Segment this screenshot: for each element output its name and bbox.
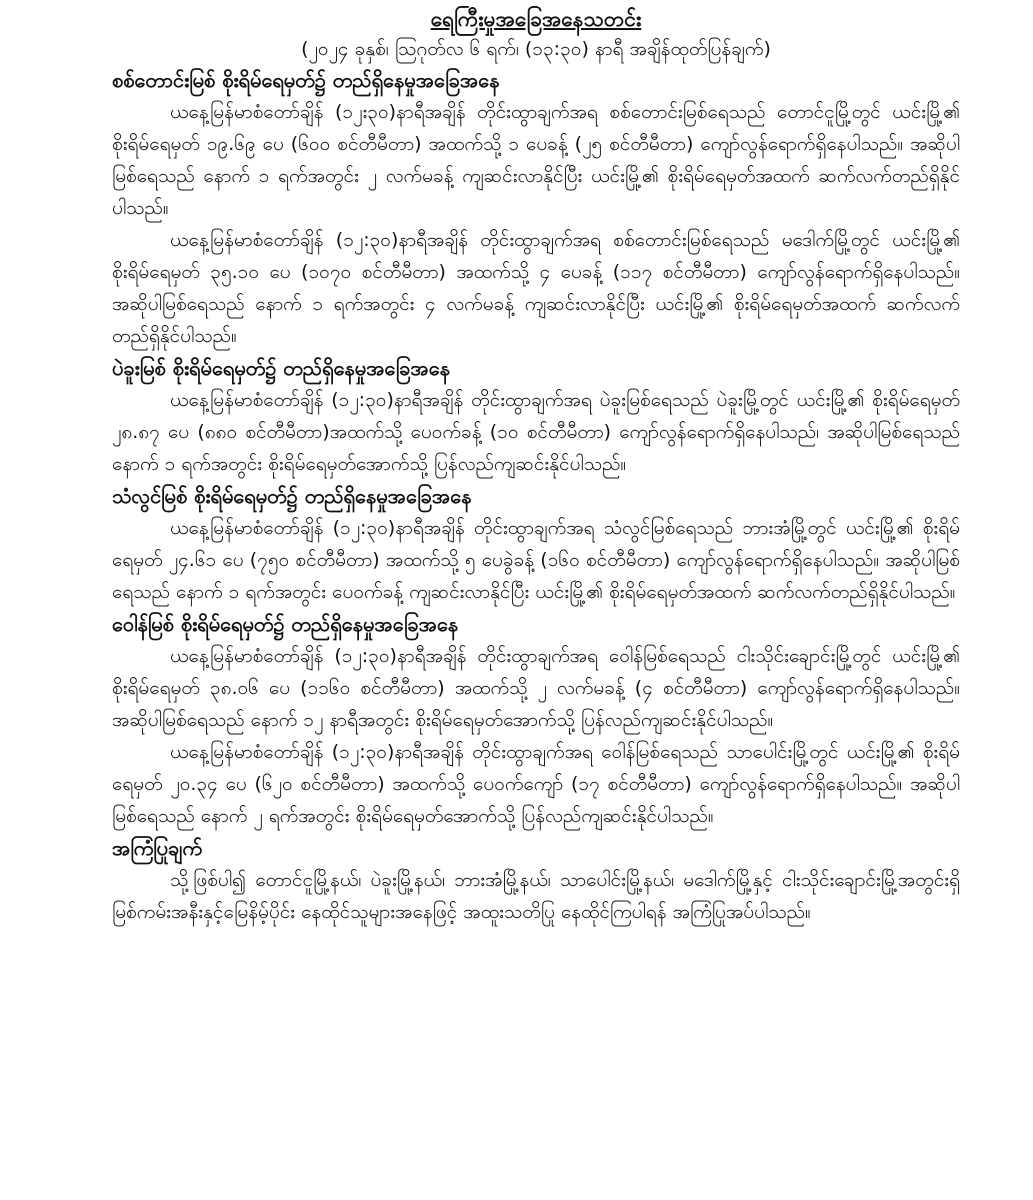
section-paragraph: ယနေ့မြန်မာစံတော်ချိန် (၁၂း၃၀)နာရီအချိန် တိုင်းထွာချက်အရ စစ်တောင်းမြစ်ရေသည် တောင်ငူမြို့တွင် ယင်းမြို့၏ စိုးရိမ်ရေမှတ် ၁၉.၆၉ ပေ (၆၀၀ စင်တီမီတာ) အထက်သို့ ၁ ပေခန့် (၂၅ စင်တီမီတာ) ကျော်လွန်ရောက်ရှိနေပါသည်။ အဆိုပါမြစ်ရေသည် နောက် ၁ ရက်အတွင်း ၂ လက်မခန့် ကျဆင်းလာနိုင်ပြီး ယင်းမြို့၏ စိုးရိမ်ရေမှတ်အထက် ဆက်လက်တည်ရှိနိုင်ပါသည်။ — [112, 101, 960, 219]
section-paragraph: ယနေ့မြန်မာစံတော်ချိန် (၁၂:၃၀)နာရီအချိန် တိုင်းထွာချက်အရ ပဲခူးမြစ်ရေသည် ပဲခူးမြို့တွင် ယင်းမြို့၏ စိုးရိမ်ရေမှတ် ၂၈.၈၇ ပေ (၈၈၀ စင်တီမီတာ)အထက်သို့ ပေဝက်ခန့် (၁၀ စင်တီမီတာ) ကျော်လွန်ရောက်ရှိနေပါသည်၊ အဆိုပါမြစ်ရေသည် နောက် ၁ ရက်အတွင်း စိုးရိမ်ရေမှတ်အောက်သို့ ပြန်လည်ကျဆင်းနိုင်ပါသည်။ — [112, 389, 960, 475]
section-paragraph: ယနေ့မြန်မာစံတော်ချိန် (၁၂:၃၀)နာရီအချိန် တိုင်းထွာချက်အရ သံလွင်မြစ်ရေသည် ဘားအံမြို့တွင် ယင်းမြို့၏ စိုးရိမ်ရေမှတ် ၂၄.၆၁ ပေ (၇၅၀ စင်တီမီတာ) အထက်သို့ ၅ ပေခွဲခန့် (၁၆၀ စင်တီမီတာ) ကျော်လွန်ရောက်ရှိနေပါသည်။ အဆိုပါမြစ်ရေသည် နောက် ၁ ရက်အတွင်း ပေဝက်ခန့် ကျဆင်းလာနိုင်ပြီး ယင်းမြို့၏ စိုးရိမ်ရေမှတ်အထက် ဆက်လက်တည်ရှိနိုင်ပါသည်။ — [112, 517, 960, 603]
section-heading: သံလွင်မြစ် စိုးရိမ်ရေမှတ်၌ တည်ရှိနေမှုအခြေအနေ — [112, 484, 472, 508]
section-paragraph: ယနေ့မြန်မာစံတော်ချိန် (၁၂:၃၀)နာရီအချိန် တိုင်းထွာချက်အရ ဝေါန်မြစ်ရေသည် သာပေါင်းမြို့တွင် ယင်းမြို့၏ စိုးရိမ်ရေမှတ် ၂၀.၃၄ ပေ (၆၂၀ စင်တီမီတာ) အထက်သို့ ပေဝက်ကျော် (၁၇ စင်တီမီတာ) ကျော်လွန်ရောက်ရှိနေပါသည်။ အဆိုပါမြစ်ရေသည် နောက် ၂ ရက်အတွင်း စိုးရိမ်ရေမှတ်အောက်သို့ ပြန်လည်ကျဆင်းနိုင်ပါသည်။ — [112, 741, 960, 827]
section-paragraph: သို့ဖြစ်ပါ၍ တောင်ငူမြို့နယ်၊ ပဲခူးမြို့နယ်၊ ဘားအံမြို့နယ်၊ သာပေါင်းမြို့နယ်၊ မဒေါက်မြို့နှင့် ငါးသိုင်းချောင်းမြို့အတွင်းရှိ မြစ်ကမ်းအနီးနှင့်မြေနိမ့်ပိုင်း နေထိုင်သူများအနေဖြင့် အထူးသတိပြု နေထိုင်ကြပါရန် အကြံပြုအပ်ပါသည်။ — [112, 869, 960, 923]
section-sittaung — [112, 64, 960, 352]
bulletin-page — [112, 4, 960, 1194]
section-paragraph: ယနေ့မြန်မာစံတော်ချိန် (၁၂:၃၀)နာရီအချိန် တိုင်းထွာချက်အရ စစ်တောင်းမြစ်ရေသည် မဒေါက်မြို့တွင် ယင်းမြို့၏ စိုးရိမ်ရေမှတ် ၃၅.၁၀ ပေ (၁၀၇၀ စင်တီမီတာ) အထက်သို့ ၄ ပေခန့် (၁၁၇ စင်တီမီတာ) ကျော်လွန်ရောက်ရှိနေပါသည်။ အဆိုပါမြစ်ရေသည် နောက် ၁ ရက်အတွင်း ၄ လက်မခန့် ကျဆင်းလာနိုင်ပြီး ယင်းမြို့၏ စိုးရိမ်ရေမှတ်အထက် ဆက်လက်တည်ရှိနိုင်ပါသည်။ — [112, 229, 960, 347]
section-heading: အကြံပြုချက် — [112, 836, 203, 860]
bulletin-subtitle: (၂၀၂၄ ခုနှစ်၊ ဩဂုတ်လ ၆ ရက်၊ (၁၃:၃၀) နာရီ အချိန်ထုတ်ပြန်ချက်) — [301, 38, 771, 60]
section-heading: ပဲခူးမြစ် စိုးရိမ်ရေမှတ်၌ တည်ရှိနေမှုအခြေအနေ — [112, 356, 450, 380]
section-bago — [112, 352, 960, 480]
section-advice — [112, 832, 960, 928]
section-waw — [112, 608, 960, 832]
section-heading: ဝေါန်မြစ် စိုးရိမ်ရေမှတ်၌ တည်ရှိနေမှုအခြေအနေ — [112, 612, 459, 636]
section-thanlwin — [112, 480, 960, 608]
bulletin-title: ရေကြီးမှုအခြေအနေသတင်း — [430, 7, 642, 31]
section-heading: စစ်တောင်းမြစ် စိုးရိမ်ရေမှတ်၌ တည်ရှိနေမှုအခြေအနေ — [112, 68, 500, 92]
section-paragraph: ယနေ့မြန်မာစံတော်ချိန် (၁၂:၃၀)နာရီအချိန် တိုင်းထွာချက်အရ ဝေါန်မြစ်ရေသည် ငါးသိုင်းချောင်းမြို့တွင် ယင်းမြို့၏ စိုးရိမ်ရေမှတ် ၃၈.၀၆ ပေ (၁၁၆၀ စင်တီမီတာ) အထက်သို့ ၂ လက်မခန့် (၄ စင်တီမီတာ) ကျော်လွန်ရောက်ရှိနေပါသည်။ အဆိုပါမြစ်ရေသည် နောက် ၁၂ နာရီအတွင်း စိုးရိမ်ရေမှတ်အောက်သို့ ပြန်လည်ကျဆင်းနိုင်ပါသည်။ — [112, 645, 960, 731]
